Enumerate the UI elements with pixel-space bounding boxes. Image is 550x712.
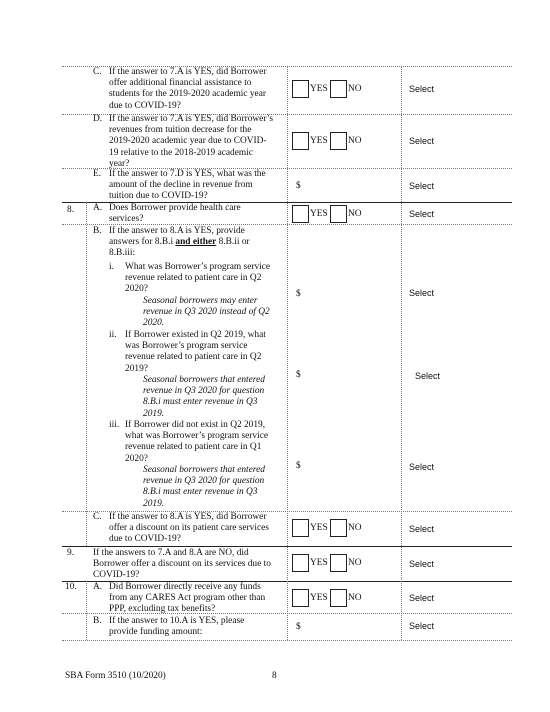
select-dropdown-9[interactable]: Select — [409, 559, 435, 569]
question-text: If Borrower did not exist in Q2 2019, — [125, 420, 266, 430]
note-text: 2020. — [143, 318, 165, 329]
yes-label: YES — [310, 84, 328, 94]
note-text: Seasonal borrowers that entered — [143, 465, 265, 475]
no-label: NO — [348, 136, 362, 146]
question-label: E. — [93, 169, 102, 179]
question-text: offer additional financial assistance to — [109, 78, 252, 89]
select-dropdown-7d[interactable]: Select — [409, 136, 435, 146]
question-label: A. — [93, 582, 103, 592]
question-number-8: 8. — [67, 205, 75, 215]
question-text — [109, 237, 287, 248]
question-text: If the answer to 8.A is YES, did Borrower — [109, 512, 267, 522]
question-label: B. — [93, 226, 102, 236]
question-text: tuition due to COVID-19? — [109, 191, 208, 202]
question-text: revenues from tuition decrease for the — [109, 125, 252, 136]
yes-label: YES — [310, 593, 328, 603]
note-text: Seasonal borrowers may enter — [143, 296, 258, 306]
note-text: 8.B.i must enter revenue in Q3 — [143, 397, 258, 408]
dollar-field-8bii[interactable]: $ — [296, 370, 301, 380]
dollar-field-8biii[interactable]: $ — [296, 461, 301, 471]
question-text: If the answer to 10.A is YES, please — [109, 616, 245, 626]
question-text-part: 8.B.ii or — [216, 237, 250, 248]
question-text: year? — [109, 158, 130, 169]
column-divider — [401, 66, 402, 640]
seasonal-note-8biii — [143, 465, 283, 510]
yes-no-9 — [292, 554, 372, 572]
note-text: revenue in Q3 2020 for question — [143, 386, 265, 397]
question-9 — [93, 548, 287, 582]
dollar-field-10b[interactable]: $ — [296, 622, 301, 632]
yes-no-7d — [292, 132, 372, 150]
question-text: what was Borrower’s program service — [125, 431, 269, 442]
question-label: B. — [93, 616, 102, 626]
question-text: Does Borrower provide health care — [109, 203, 241, 213]
select-dropdown-8biii[interactable]: Select — [409, 462, 435, 472]
question-text: revenue related to patient care in Q2 — [125, 352, 262, 363]
no-label: NO — [348, 84, 362, 94]
yes-no-10a — [292, 589, 372, 607]
yes-checkbox[interactable] — [292, 519, 309, 537]
question-text: revenue related to patient care in Q2 — [125, 273, 262, 284]
question-text: If Borrower existed in Q2 2019, what — [125, 330, 266, 340]
emphasis-text: and either — [175, 237, 217, 248]
no-checkbox[interactable] — [330, 132, 347, 150]
no-label: NO — [348, 558, 362, 568]
no-checkbox[interactable] — [330, 519, 347, 537]
row-divider — [62, 640, 512, 641]
question-text: 2020? — [125, 453, 148, 464]
sub-label: ii. — [109, 330, 117, 340]
yes-checkbox[interactable] — [292, 80, 309, 98]
question-text: Did Borrower directly receive any funds — [109, 582, 261, 592]
footer-form-id: SBA Form 3510 (10/2020) — [65, 671, 166, 681]
yes-no-8a — [292, 205, 372, 223]
question-text: If the answer to 7.A is YES, did Borrower’s — [109, 114, 274, 124]
question-text: students for the 2019-2020 academic year — [109, 89, 266, 100]
select-dropdown-10b[interactable]: Select — [409, 621, 435, 631]
question-number-10: 10. — [65, 582, 77, 592]
question-text: Borrower offer a discount on its services due to — [93, 559, 271, 570]
no-checkbox[interactable] — [330, 205, 347, 223]
yes-checkbox[interactable] — [292, 132, 309, 150]
yes-label: YES — [310, 523, 328, 533]
dollar-field-8bi[interactable]: $ — [296, 289, 301, 299]
question-text: What was Borrower’s program service — [125, 262, 271, 272]
note-text: Seasonal borrowers that entered — [143, 375, 265, 385]
question-text: 2019-2020 academic year due to COVID- — [109, 136, 267, 147]
note-text: revenue in Q3 2020 for question — [143, 476, 265, 487]
question-number-9: 9. — [67, 548, 75, 558]
select-dropdown-8bi[interactable]: Select — [409, 288, 435, 298]
column-divider — [86, 581, 87, 640]
question-text: 2020? — [125, 284, 148, 295]
note-text: 2019. — [143, 498, 165, 509]
question-text: from any CARES Act program other than — [109, 593, 266, 604]
question-text: 19 relative to the 2018-2019 academic — [109, 147, 253, 158]
question-text: due to COVID-19? — [109, 534, 181, 545]
question-text: services? — [109, 214, 144, 225]
question-text: If the answer to 7.D is YES, what was the — [109, 169, 266, 179]
seasonal-note-8bi — [143, 296, 283, 330]
question-text: 8.B.iii: — [109, 248, 136, 259]
column-divider — [86, 202, 87, 546]
yes-checkbox[interactable] — [292, 554, 309, 572]
question-text: offer a discount on its patient care services — [109, 523, 269, 534]
sub-label: i. — [109, 262, 114, 272]
seasonal-note-8bii — [143, 375, 283, 420]
question-text: PPP, excluding tax benefits? — [109, 604, 216, 615]
note-text: revenue in Q3 2020 instead of Q2 — [143, 307, 270, 318]
select-dropdown-8a[interactable]: Select — [409, 209, 435, 219]
question-text: revenue related to patient care in Q1 — [125, 442, 262, 453]
no-checkbox[interactable] — [330, 80, 347, 98]
yes-checkbox[interactable] — [292, 205, 309, 223]
select-dropdown-8c[interactable]: Select — [409, 524, 435, 534]
note-text: 2019. — [143, 408, 165, 419]
no-label: NO — [348, 523, 362, 533]
select-dropdown-7c[interactable]: Select — [409, 84, 435, 94]
question-text: COVID-19? — [93, 570, 140, 581]
yes-checkbox[interactable] — [292, 589, 309, 607]
question-label: A. — [93, 203, 103, 213]
question-text: If the answers to 7.A and 8.A are NO, did — [93, 548, 249, 558]
yes-no-7c — [292, 80, 372, 98]
question-text-part: answers for 8.B.i — [109, 237, 176, 248]
sub-label: iii. — [109, 420, 120, 430]
question-label: C. — [93, 512, 102, 522]
question-label: C. — [93, 67, 102, 77]
yes-label: YES — [310, 558, 328, 568]
select-dropdown-8bii[interactable]: Select — [415, 371, 441, 381]
select-dropdown-10a[interactable]: Select — [409, 593, 435, 603]
yes-label: YES — [310, 136, 328, 146]
question-text: 2019? — [125, 363, 148, 374]
no-label: NO — [348, 209, 362, 219]
question-text: If the answer to 8.A is YES, provide — [109, 226, 245, 236]
no-label: NO — [348, 593, 362, 603]
question-text: provide funding amount: — [109, 627, 203, 638]
yes-no-8c — [292, 519, 372, 537]
question-text: was Borrower’s program service — [125, 341, 248, 352]
no-checkbox[interactable] — [330, 589, 347, 607]
question-text: amount of the decline in revenue from — [109, 180, 253, 191]
yes-label: YES — [310, 209, 328, 219]
footer-page-number: 8 — [272, 671, 277, 681]
note-text: 8.B.i must enter revenue in Q3 — [143, 487, 258, 498]
question-label: D. — [93, 114, 103, 124]
question-text: If the answer to 7.A is YES, did Borrower — [109, 67, 267, 77]
no-checkbox[interactable] — [330, 554, 347, 572]
select-dropdown-7e[interactable]: Select — [409, 181, 435, 191]
question-text: due to COVID-19? — [109, 100, 181, 111]
dollar-field-7e[interactable]: $ — [296, 181, 301, 191]
